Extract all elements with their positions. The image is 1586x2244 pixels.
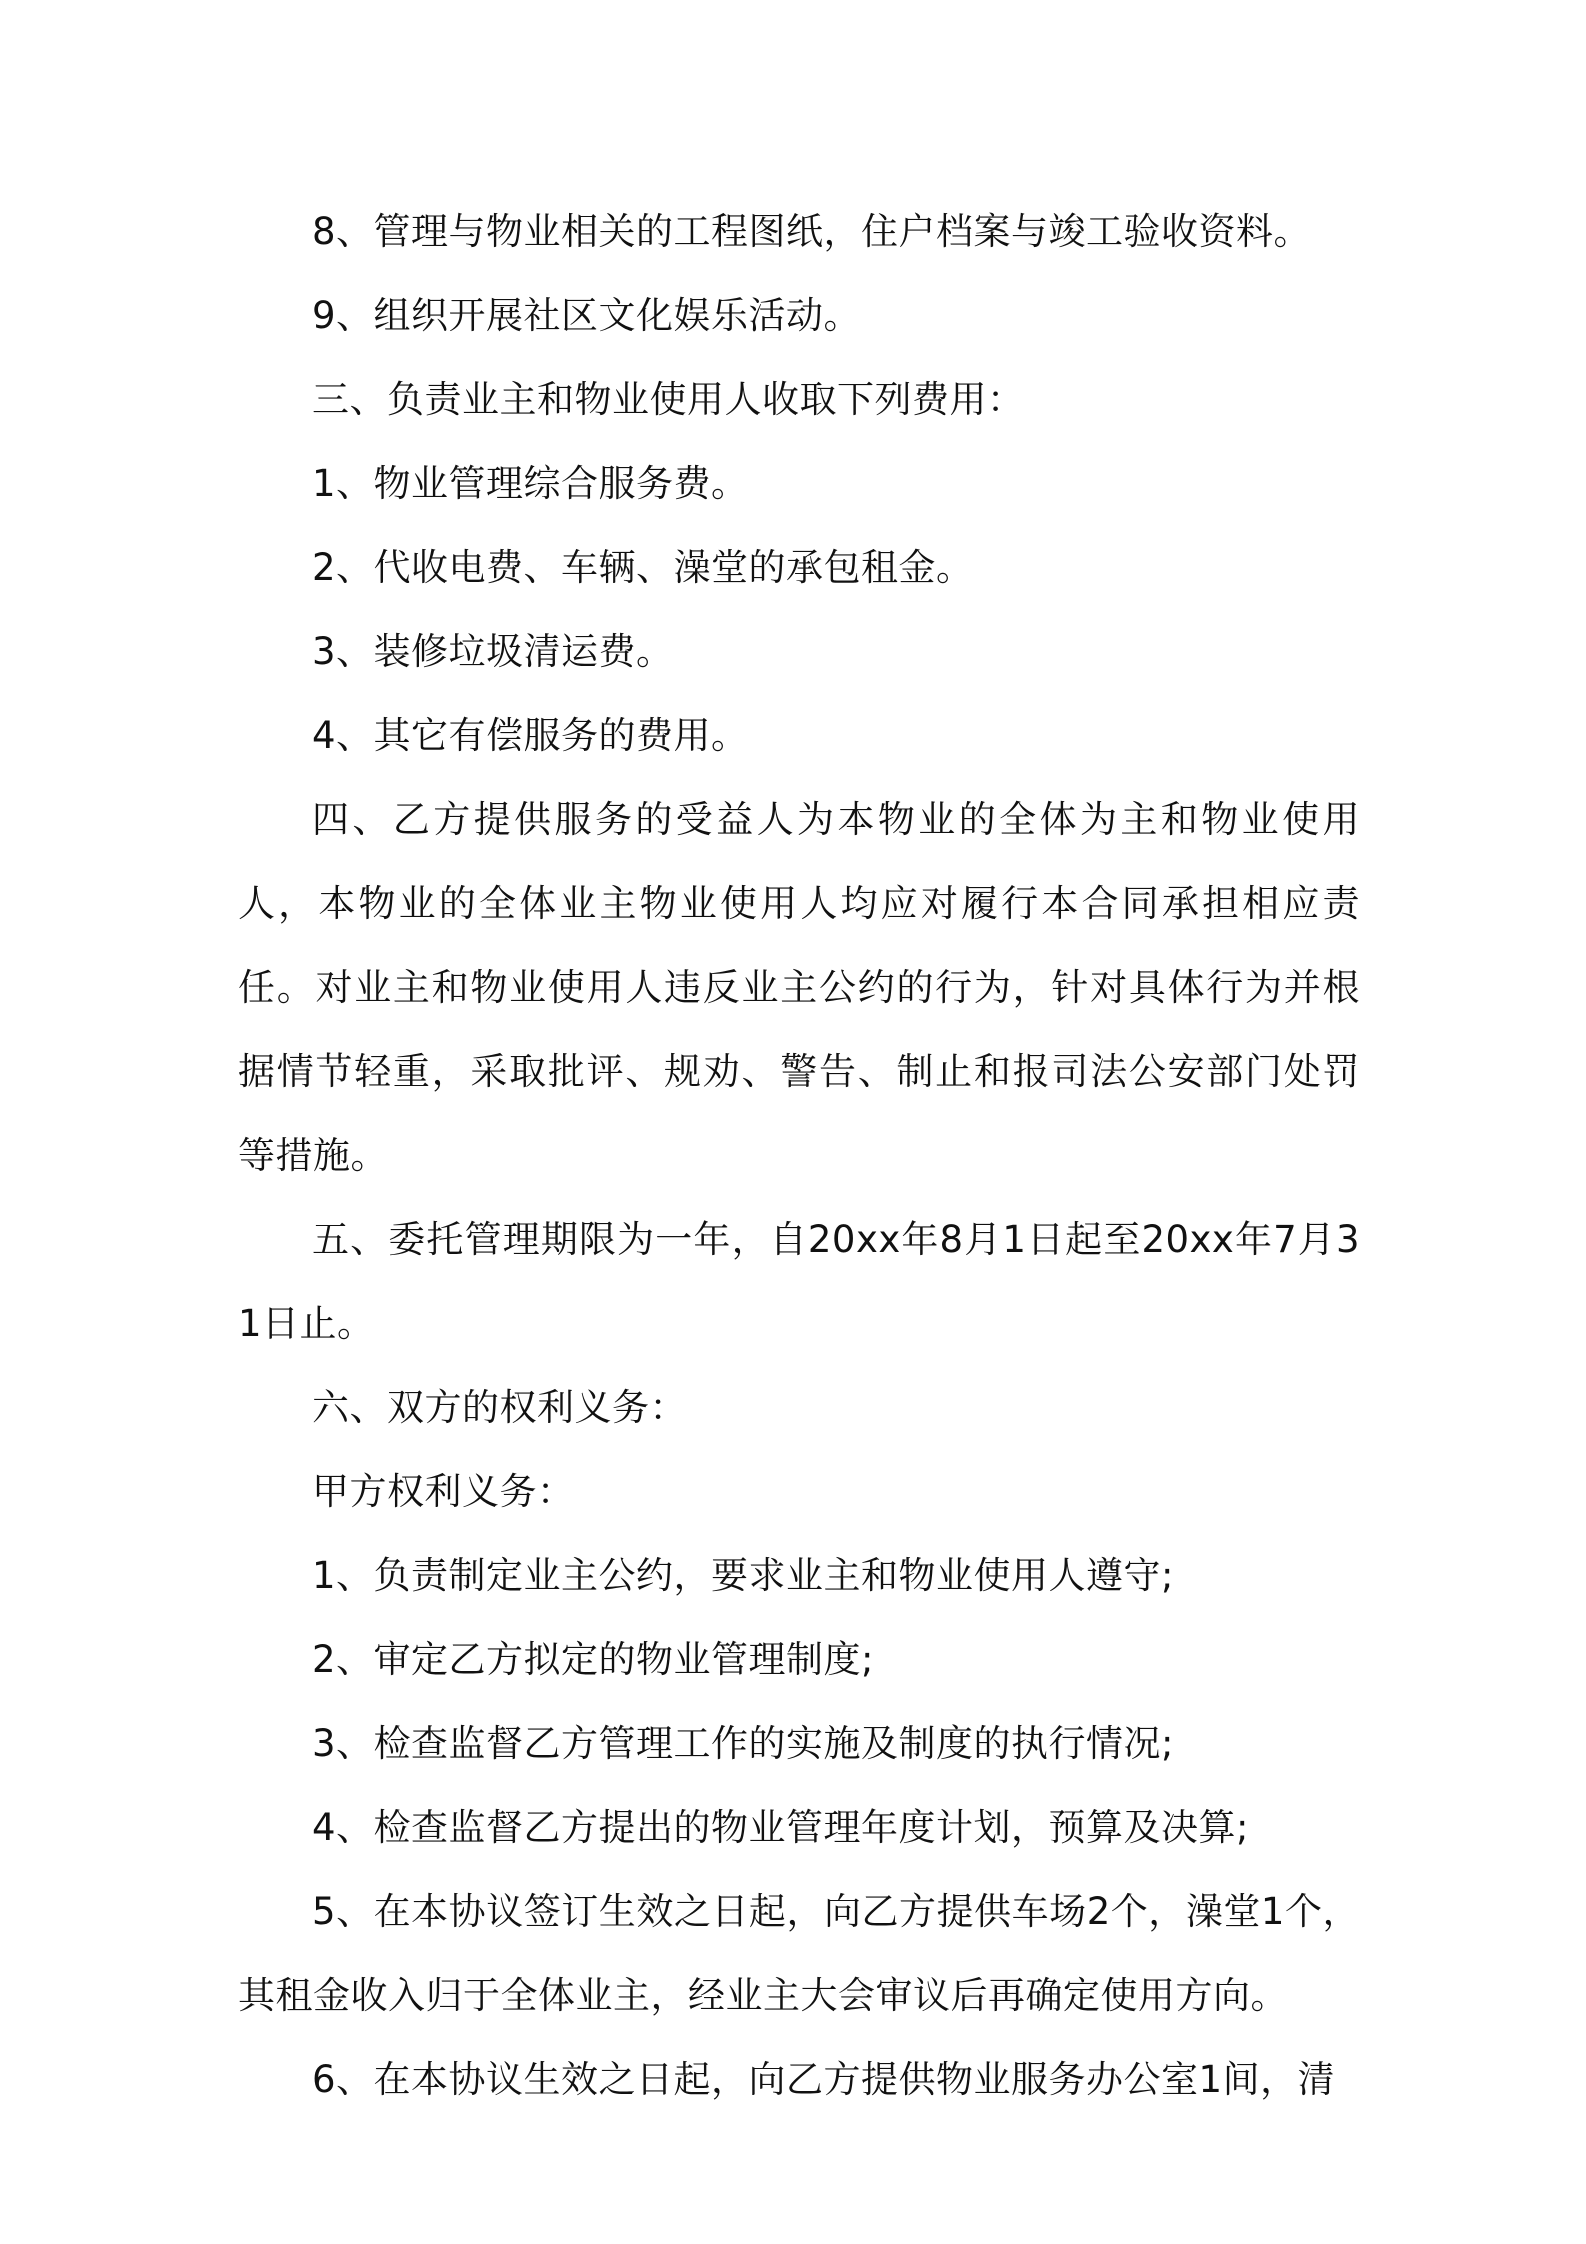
fee-item-3: 3、装修垃圾清运费。 — [312, 630, 674, 673]
fee-item-4: 4、其它有偿服务的费用。 — [312, 714, 749, 757]
party-a-item-3: 3、检查监督乙方管理工作的实施及制度的执行情况; — [312, 1722, 1175, 1765]
party-a-heading: 甲方权利义务： — [312, 1470, 575, 1513]
party-a-item-5: 5、在本协议签订生效之日起，向乙方提供车场2个，澡堂1个，其租金收入归于全体业主，经业主大会审议后再确定使用方向。 — [238, 1890, 1360, 2017]
document-body — [238, 190, 1360, 2122]
party-a-item-1: 1、负责制定业主公约，要求业主和物业使用人遵守; — [312, 1554, 1175, 1597]
section-four-paragraph: 四、乙方提供服务的受益人为本物业的全体为主和物业使用人，本物业的全体业主物业使用人均应对履行本合同承担相应责任。对业主和物业使用人违反业主公约的行为，针对具体行为并根据情节轻重，采取批评、规劝、警告、制止和报司法公安部门处罚等措施。 — [238, 798, 1360, 1177]
fee-item-2: 2、代收电费、车辆、澡堂的承包租金。 — [312, 546, 974, 589]
party-a-item-2: 2、审定乙方拟定的物业管理制度; — [312, 1638, 875, 1681]
party-a-item-6: 6、在本协议生效之日起，向乙方提供物业服务办公室1间，清 — [312, 2058, 1336, 2101]
section-heading-three: 三、负责业主和物业使用人收取下列费用： — [312, 378, 1025, 421]
paragraph-item-9: 9、组织开展社区文化娱乐活动。 — [312, 294, 862, 337]
party-a-item-4: 4、检查监督乙方提出的物业管理年度计划，预算及决算; — [312, 1806, 1250, 1849]
section-heading-six: 六、双方的权利义务： — [312, 1386, 687, 1429]
paragraph-item-8: 8、管理与物业相关的工程图纸，住户档案与竣工验收资料。 — [312, 210, 1312, 253]
fee-item-1: 1、物业管理综合服务费。 — [312, 462, 749, 505]
section-five-paragraph: 五、委托管理期限为一年，自20xx年8月1日起至20xx年7月31日止。 — [238, 1218, 1360, 1345]
